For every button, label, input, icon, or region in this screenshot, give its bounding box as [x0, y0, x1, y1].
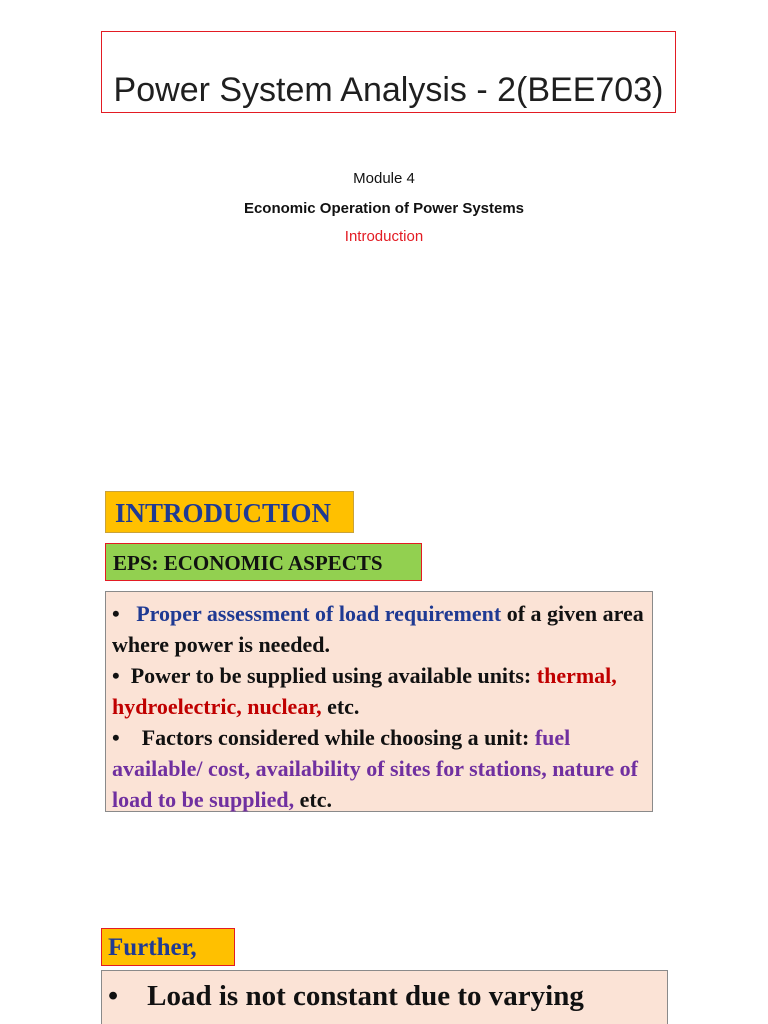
document-title: Power System Analysis - 2(BEE703): [113, 71, 664, 109]
module-label: Module 4: [353, 170, 415, 187]
bullet-item-1: [112, 598, 646, 660]
item1-rest: of a given area where power is needed.: [112, 601, 644, 657]
item1-highlight: Proper assessment of load requirement: [136, 601, 502, 626]
bullet-marker: •: [112, 663, 120, 688]
topic-label: Economic Operation of Power Systems: [243, 200, 525, 217]
eps-subheading: EPS: ECONOMIC ASPECTS: [105, 543, 422, 581]
further-content-box: [101, 970, 668, 1024]
content-box: [105, 591, 653, 812]
title-box: [101, 31, 676, 113]
introduction-heading: INTRODUCTION: [105, 491, 354, 533]
further-heading: Further,: [101, 928, 235, 966]
item2-text: Power to be supplied using available units:: [130, 663, 537, 688]
item2-tail: etc.: [321, 694, 360, 719]
bullet-item-2: [112, 660, 646, 722]
item2-highlight: thermal, hydroelectric, nuclear,: [112, 663, 617, 719]
item3-tail: etc.: [294, 787, 333, 812]
bullet-item-3: [112, 722, 646, 815]
further-item-1: Load is not constant due to varying: [147, 980, 584, 1012]
item3-highlight: fuel available/ cost, availability of sites for stations, nature of load to be supplied,: [112, 725, 638, 812]
section-label: Introduction: [344, 228, 424, 245]
item3-text: Factors considered while choosing a unit:: [141, 725, 535, 750]
bullet-marker: •: [108, 980, 119, 1012]
bullet-marker: •: [112, 601, 120, 626]
bullet-marker: •: [112, 725, 120, 750]
